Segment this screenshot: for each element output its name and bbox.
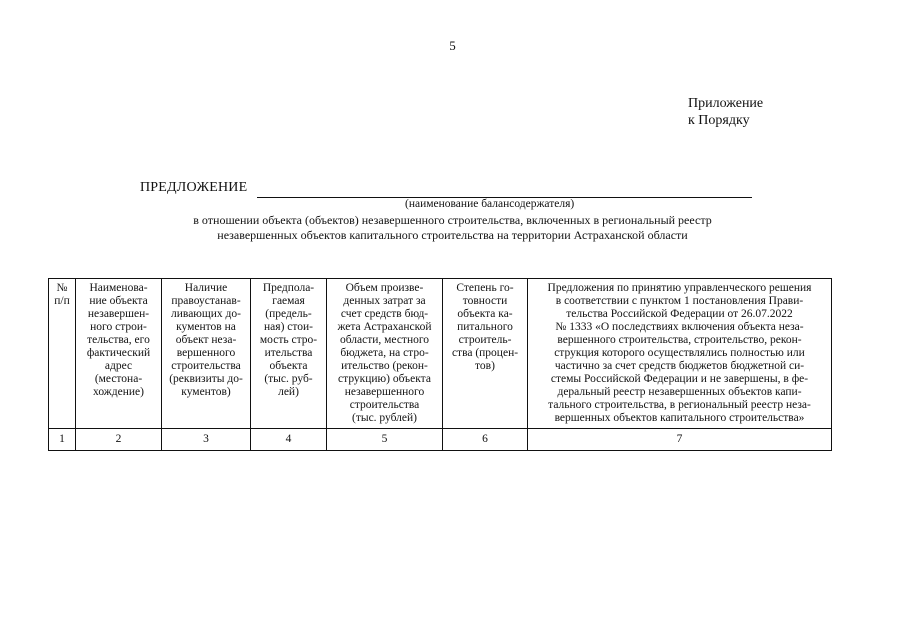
table-header-row [49,279,832,429]
header-documents: Наличие правоустанав- ливающих до- кументов на объект неза- вершенного строительства (реквизиты до- кументов) [162,279,251,429]
balance-holder-caption: (наименование балансодержателя) [405,198,575,210]
subtitle-line-1: в отношении объекта (объектов) незавершенного строительства, включенных в региональный реестр [193,213,712,227]
table-row [49,429,832,451]
subtitle-line-2: незавершенных объектов капитального строительства на территории Астраханской области [217,228,688,242]
column-number-1: 1 [49,429,76,451]
proposal-title: ПРЕДЛОЖЕНИЕ [140,180,248,195]
column-number-3: 3 [162,429,251,451]
proposal-table [48,278,832,451]
column-number-4: 4 [251,429,327,451]
column-number-6: 6 [443,429,528,451]
header-estimated-cost: Предпола- гаемая (предель- ная) стои- мость стро- ительства объекта (тыс. руб- лей) [251,279,327,429]
column-number-7: 7 [528,429,832,451]
proposal-subtitle [0,213,905,243]
header-number: № п/п [49,279,76,429]
proposal-heading [140,180,752,200]
appendix-line-2: к Порядку [688,113,750,128]
header-readiness: Степень го- товности объекта ка- питального строитель- ства (процен- тов) [443,279,528,429]
appendix-line-1: Приложение [688,96,764,111]
header-proposals: Предложения по принятию управленческого решения в соответствии с пунктом 1 постановления Прави- тельства Российской Федерации от 26.07.2022 № 1333 «О последствиях включения объекта неза- вершенного строительства, строительство, рекон- струкция которого осуществлялись полностью или частично за счет средств бюджетов бюджетной си- стемы Российской Федерации и не завершены, в фе- деральный реестр незавершенных объектов капи- тального строительства, в региональный реестр неза- вершенных объектов капитального строительства» [528,279,832,429]
appendix-note [688,95,763,129]
header-expenses: Объем произве- денных затрат за счет средств бюд- жета Астраханской области, местного бюджета, на стро- ительство (рекон- струкцию) объекта незавершенного строительства (тыс. рублей) [327,279,443,429]
column-number-2: 2 [76,429,162,451]
page-number: 5 [449,38,456,53]
column-number-5: 5 [327,429,443,451]
header-object-name: Наименова- ние объекта незавершен- ного строи- тельства, его фактический адрес (местона- хождение) [76,279,162,429]
